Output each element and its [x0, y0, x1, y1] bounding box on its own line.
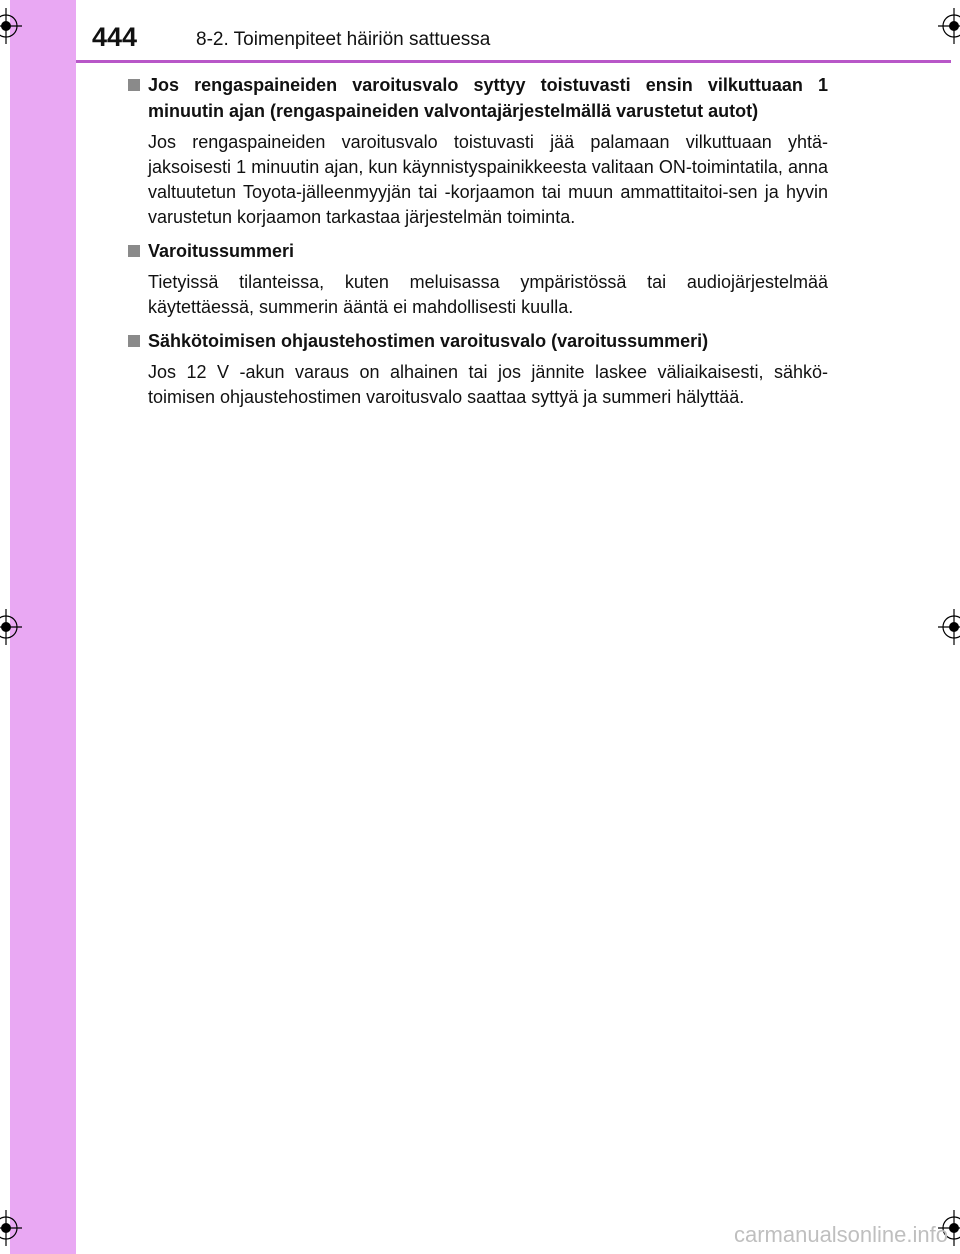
- section-body: Jos rengaspaineiden varoitusvalo toistuvasti jää palamaan vilkuttuaan yhtä-jaksoisesti 1 minuutin ajan, kun käynnistyspainikkeesta valitaan ON-toimintatila, anna valtuutetun Toyota-jälleenmyyjän tai -korjaamon tai muun ammattitaitoi-sen ja hyvin varustetun korjaamon tarkastaa järjestelmän toiminta.: [148, 132, 828, 227]
- section-body: Jos 12 V -akun varaus on alhainen tai jos jännite laskee väliaikaisesti, sähkö-toimisen ohjaustehostimen varoitusvalo saattaa syttyä ja summeri hälyttää.: [148, 362, 828, 407]
- square-bullet-icon: [128, 335, 140, 347]
- section-tire-pressure-warning: [126, 72, 828, 230]
- section-warning-buzzer: [126, 238, 828, 320]
- crop-mark-icon: [0, 0, 40, 50]
- header-rule: [76, 60, 951, 63]
- crop-mark-icon: [920, 0, 960, 50]
- section-heading-text: Varoitussummeri: [148, 241, 295, 261]
- page-content: [126, 72, 828, 418]
- footer-watermark: carmanualsonline.info: [733, 1222, 948, 1247]
- section-header: 8-2. Toimenpiteet häiriön sattuessa: [196, 29, 491, 50]
- crop-mark-icon: [920, 602, 960, 652]
- section-heading: [126, 238, 828, 264]
- section-heading: [126, 328, 828, 354]
- crop-mark-icon: [0, 1204, 40, 1254]
- square-bullet-icon: [128, 79, 140, 91]
- square-bullet-icon: [128, 245, 140, 257]
- crop-mark-icon: [0, 602, 40, 652]
- section-heading-text: Jos rengaspaineiden varoitusvalo syttyy toistuvasti ensin vilkuttuaan 1 minuutin ajan (rengaspaineiden valvontajärjestelmällä varustetut autot): [148, 75, 828, 121]
- section-power-steering-warning: [126, 328, 828, 410]
- page-number: 444: [92, 22, 138, 52]
- section-heading-text: Sähkötoimisen ohjaustehostimen varoitusvalo (varoitussummeri): [148, 331, 709, 351]
- section-heading: [126, 72, 828, 124]
- section-body: Tietyissä tilanteissa, kuten meluisassa ympäristössä tai audiojärjestelmää käytettäessä, summerin ääntä ei mahdollisesti kuulla.: [148, 272, 828, 317]
